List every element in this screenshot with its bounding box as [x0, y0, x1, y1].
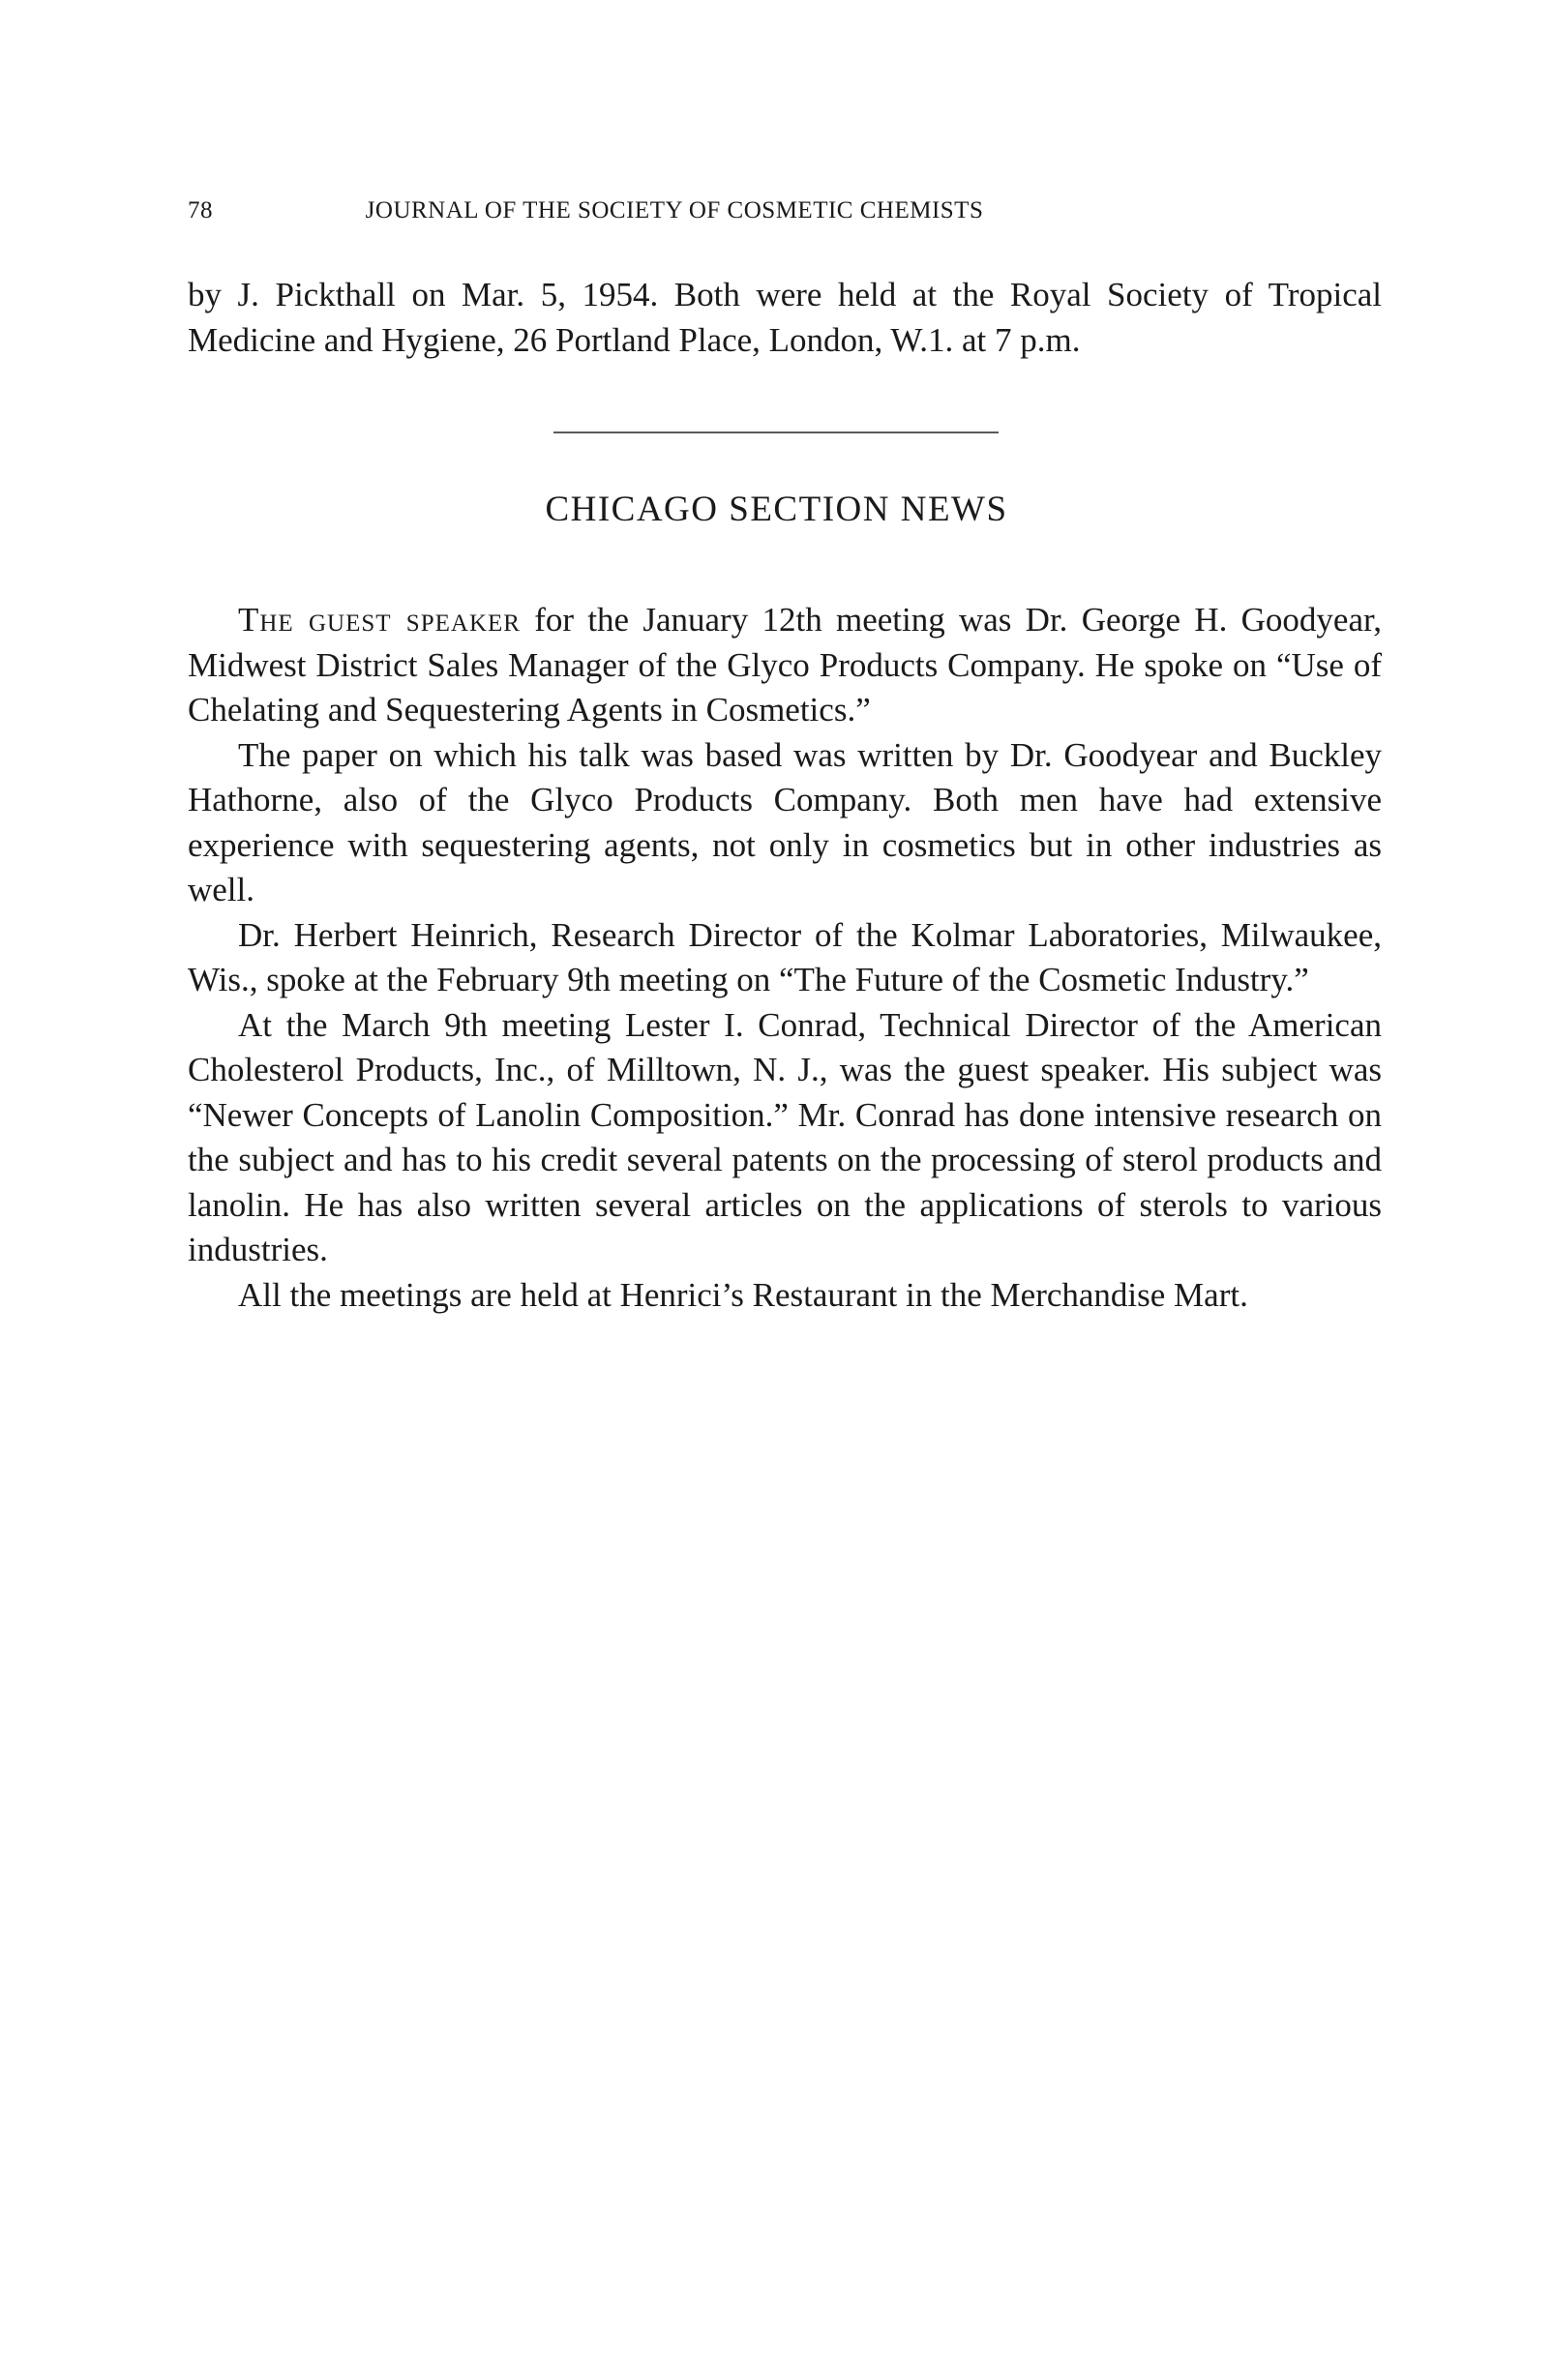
page-number: 78	[188, 197, 213, 223]
news-paragraph-1	[188, 598, 1382, 733]
journal-title: JOURNAL OF THE SOCIETY OF COSMETIC CHEMISTS	[365, 197, 984, 223]
section-divider	[553, 431, 999, 433]
section-body	[188, 598, 1382, 1318]
lead-in-small-caps: The guest speaker	[238, 601, 521, 639]
news-paragraph-4: At the March 9th meeting Lester I. Conrad, Technical Director of the American Cholesterol Products, Inc., of Milltown, N. J., was the guest speaker. His subject was “Newer Concepts of Lanolin Composition.” Mr. Conrad has done intensive research on the subject and has to his credit several patents on the processing of sterol products and lanolin. He has also written several articles on the applications of sterols to various industries.	[188, 1005, 1382, 1268]
section-title: CHICAGO SECTION NEWS	[545, 490, 1008, 529]
continued-paragraph: by J. Pickthall on Mar. 5, 1954. Both were held at the Royal Society of Tropical Medicine and Hygiene, 26 Portland Place, London, W.1. at 7 p.m.	[188, 276, 1382, 359]
running-head	[188, 197, 1161, 228]
news-paragraph-3: Dr. Herbert Heinrich, Research Director of the Kolmar Laboratories, Milwaukee, Wis., spoke at the February 9th meeting on “The Future of the Cosmetic Industry.”	[188, 915, 1382, 998]
news-paragraph-2: The paper on which his talk was based was written by Dr. Goodyear and Buckley Hathorne, also of the Glyco Products Company. Both men have had extensive experience with sequestering agents, not only in cosmetics but in other industries as well.	[188, 735, 1382, 908]
news-paragraph-5: All the meetings are held at Henrici’s Restaurant in the Merchandise Mart.	[238, 1275, 1248, 1314]
news-paragraph-1-text: for the January 12th meeting was Dr. George H. Goodyear, Midwest District Sales Manager of the Glyco Products Company. He spoke on “Use of Chelating and Sequestering Agents in Cosmetics.”	[188, 601, 1382, 729]
